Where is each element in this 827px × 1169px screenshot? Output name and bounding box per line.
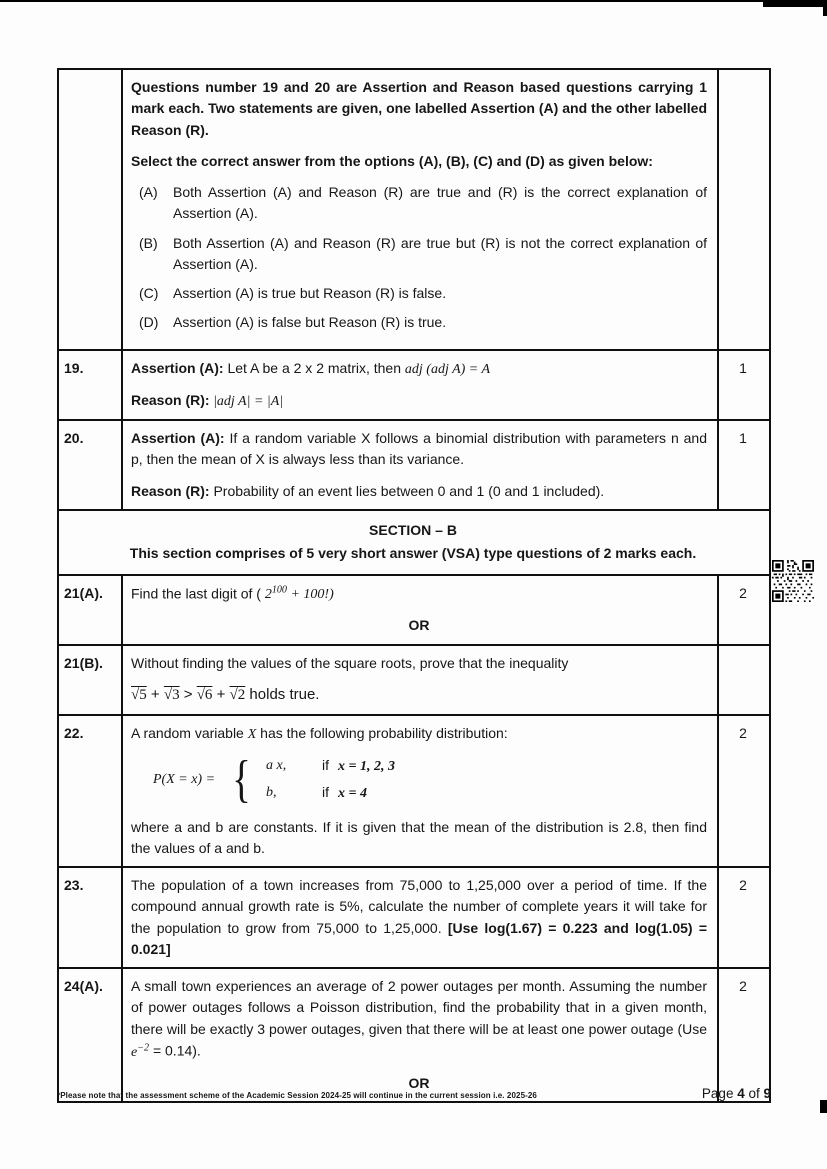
q22-cases: [266, 755, 395, 805]
question-23-marks: 2: [718, 867, 770, 968]
q19-reason-math: |adj A| = |A|: [209, 393, 284, 409]
q22-case-2: b, if x = 4: [266, 784, 367, 802]
scan-artifact-top-right: [763, 0, 827, 7]
q22-probability-distribution: [153, 751, 707, 809]
option-a-text: Both Assertion (A) and Reason (R) are true and (R) is the correct explanation of Assertion (A).: [173, 184, 707, 222]
page-number: Page 4 of 9: [701, 1086, 771, 1101]
question-24a-marks: 2: [718, 968, 770, 1102]
option-d-label: (D): [139, 314, 159, 331]
sqrt-5: √5: [131, 686, 147, 703]
question-21b-text-cell: [122, 645, 718, 715]
instructions-para2: Select the correct answer from the options (A), (B), (C) and (D) as given below:: [131, 152, 653, 169]
option-a-label: (A): [139, 184, 158, 201]
plus-op: +: [146, 685, 164, 703]
question-19-marks: 1: [718, 350, 770, 421]
sqrt-6: √6: [196, 686, 213, 703]
question-23-number: 23.: [58, 867, 122, 968]
q20-assertion-text: If a random variable X follows a binomial distribution with parameters n and p, then the mean of X is always less than its variance.: [131, 430, 707, 468]
option-c: [131, 283, 707, 304]
q20-reason-label: Reason (R):: [131, 482, 210, 499]
q23-use-note: [Use log(1.67) = 0.223 and log(1.05) = 0.021]: [131, 919, 707, 957]
q21b-inequality: [131, 684, 707, 707]
q20-reason: [131, 481, 707, 502]
option-d: [131, 312, 707, 333]
q24a-e-term: $e^{-2}$: [131, 1041, 150, 1060]
instructions-row: [58, 69, 770, 350]
option-a: [131, 182, 707, 225]
question-24a-text-cell: [122, 968, 718, 1102]
section-b-title: SECTION – B: [369, 521, 457, 538]
q19-assertion-text: Let A be a 2 x 2 matrix, then: [223, 359, 405, 376]
q19-reason-label: Reason (R):: [131, 391, 210, 408]
q19-assertion-label: Assertion (A):: [131, 359, 224, 376]
option-c-text: Assertion (A) is true but Reason (R) is false.: [173, 285, 447, 302]
sqrt-3: √3: [163, 686, 180, 703]
question-row-24a: [58, 968, 770, 1102]
plus-op-2: +: [212, 685, 230, 703]
question-paper-table: [57, 68, 771, 1103]
question-22-number: 22.: [58, 715, 122, 867]
scan-artifact-top-line: [0, 0, 827, 2]
q21a-text: [131, 583, 707, 606]
scan-artifact-bottom-right: [820, 1100, 827, 1113]
question-23-text-cell: [122, 867, 718, 968]
question-20-number: 20.: [58, 420, 122, 510]
page-footer: [57, 1086, 771, 1101]
section-b-header: [58, 510, 770, 575]
question-20-marks: 1: [718, 420, 770, 510]
section-b-subtitle: This section comprises of 5 very short answer (VSA) type questions of 2 marks each.: [129, 545, 697, 562]
question-row-20: [58, 420, 770, 510]
question-21b-number: 21(B).: [58, 645, 122, 715]
question-21a-text-cell: [122, 575, 718, 645]
question-21b-marks: [718, 645, 770, 715]
question-row-21a: [58, 575, 770, 645]
q22-intro: A random variable X has the following probability distribution:: [131, 724, 508, 742]
question-row-21b: [58, 645, 770, 715]
q22-outro: where a and b are constants. If it is given that the mean of the distribution is 2.8, then find the values of a and b.: [131, 818, 707, 856]
q21a-or-divider: OR: [408, 617, 430, 634]
section-b-header-row: [58, 510, 770, 575]
question-21a-marks: 2: [718, 575, 770, 645]
q22-case-1: a x, if x = 1, 2, 3: [266, 757, 395, 775]
greater-op: >: [179, 685, 197, 703]
q23-text: The population of a town increases from 75,000 to 1,25,000 over a period of time. If the compound annual growth rate is 5%, calculate the number of complete years it will take for the population to grow from 75,000 to 1,25,000. [Use log(1.67) = 0.223 and log(1.05) = 0.021]: [131, 877, 707, 957]
q19-assertion-math: adj (adj A) = A: [404, 361, 491, 377]
option-d-text: Assertion (A) is false but Reason (R) is true.: [173, 314, 447, 331]
question-row-23: [58, 867, 770, 968]
option-b: [131, 233, 707, 276]
q24a-text: A small town experiences an average of 2 power outages per month. Assuming the number of power outages follows a Poisson distribution, find the probability that in a given month, there will be exactly 3 power outages, given that there will be at least one power outage (Use $e^{-2} = 0.14$).: [131, 978, 707, 1060]
instructions-cell: [122, 69, 718, 350]
left-brace: {: [232, 751, 251, 809]
option-b-text: Both Assertion (A) and Reason (R) are true but (R) is not the correct explanation of Assertion (A).: [173, 234, 707, 272]
instructions-para1: Questions number 19 and 20 are Assertion and Reason based questions carrying 1 mark each. Two statements are given, one labelled Assertion (A) and the other labelled Reason (R).: [131, 79, 707, 138]
q20-assertion: [131, 428, 707, 471]
q24a-or-divider: OR: [408, 1074, 430, 1091]
q21b-tail: holds true.: [245, 685, 320, 703]
question-19-number: 19.: [58, 350, 122, 421]
question-22-text-cell: [122, 715, 718, 867]
q20-reason-text: Probability of an event lies between 0 and 1 (0 and 1 included).: [209, 482, 605, 499]
q21a-math: $2^{100} + 100$!): [264, 584, 334, 603]
q19-assertion: [131, 358, 707, 380]
question-row-19: [58, 350, 770, 421]
instructions-marks-cell: [718, 69, 770, 350]
option-b-label: (B): [139, 234, 158, 251]
qr-code-icon: [772, 560, 814, 602]
question-24a-number: 24(A).: [58, 968, 122, 1102]
question-row-22: [58, 715, 770, 867]
q20-assertion-label: Assertion (A):: [131, 430, 225, 447]
option-c-label: (C): [139, 285, 159, 302]
question-20-text-cell: [122, 420, 718, 510]
footer-note: *Please note that the assessment scheme of the Academic Session 2024-25 will continue in the current session i.e. 2025-26: [57, 1091, 537, 1100]
instructions-number-cell: [58, 69, 122, 350]
q21a-pre: Find the last digit of (: [131, 585, 265, 602]
q19-reason: [131, 390, 707, 412]
scan-artifact-right-edge: [823, 0, 827, 16]
question-21a-number: 21(A).: [58, 575, 122, 645]
q21a-exponent: 100: [271, 584, 287, 596]
q22-pfun: P(X = x) =: [153, 772, 216, 788]
question-19-text-cell: [122, 350, 718, 421]
q21b-line1: Without finding the values of the square roots, prove that the inequality: [131, 654, 569, 671]
sqrt-2: √2: [229, 686, 246, 703]
q22-var-x: X: [247, 726, 257, 742]
question-22-marks: 2: [718, 715, 770, 867]
q24a-exponent: −2: [137, 1041, 150, 1053]
